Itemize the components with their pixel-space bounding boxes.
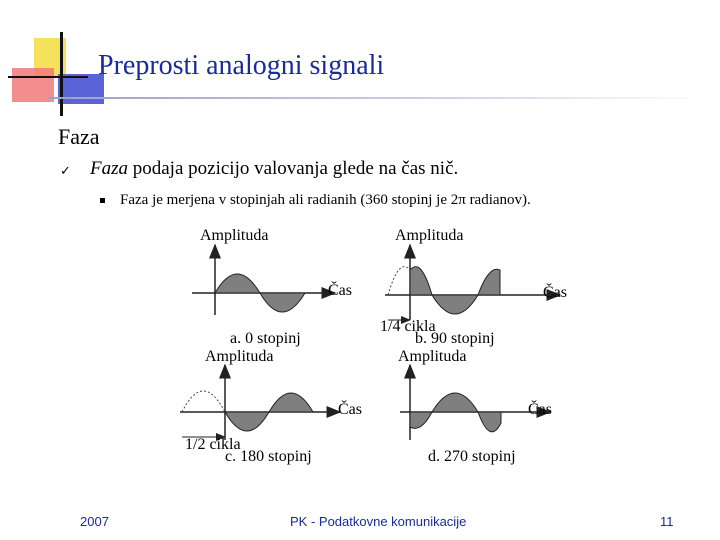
x-axis-label: Čas	[528, 401, 552, 418]
shift-label: 1/4 cikla	[380, 318, 436, 335]
panel-caption: c. 180 stopinj	[225, 448, 312, 465]
shift-label: 1/2 cikla	[185, 436, 241, 453]
panel-caption: b. 90 stopinj	[415, 330, 495, 347]
wave-quarter-tail	[478, 269, 500, 295]
wave-positive-half	[432, 393, 478, 412]
wave-negative-half	[432, 295, 478, 314]
panel-phase-0	[192, 227, 352, 347]
x-axis-label: Čas	[338, 401, 362, 418]
wave-negative-half	[260, 293, 305, 312]
logo-vertical-line	[60, 32, 63, 116]
wave-quarter-negative	[410, 412, 432, 428]
slide-logo	[0, 0, 110, 120]
square-bullet-icon	[100, 198, 105, 203]
panel-phase-270	[398, 348, 552, 465]
y-axis-label: Amplituda	[200, 227, 269, 244]
y-axis-label: Amplituda	[205, 348, 274, 365]
panel-caption: d. 270 stopinj	[428, 448, 516, 465]
panel-phase-90	[380, 227, 567, 347]
wave-negative-half	[225, 412, 269, 431]
checkmark-bullet-icon: ✓	[60, 164, 71, 179]
footer-year: 2007	[80, 514, 109, 529]
bullet-italic-term: Faza	[90, 158, 128, 179]
bullet-level1-text	[90, 158, 458, 180]
title-underline	[48, 97, 708, 99]
wave-positive-half	[215, 274, 260, 293]
dashed-wave-prefix	[182, 391, 225, 412]
panel-phase-180	[180, 348, 362, 465]
y-axis-label: Amplituda	[395, 227, 464, 244]
x-axis-label: Čas	[543, 284, 567, 301]
bullet-level1-body: podaja pozicijo valovanja glede na čas nič.	[128, 158, 459, 179]
wave-quarter-positive	[410, 267, 432, 295]
slide-title: Preprosti analogni signali	[98, 50, 385, 81]
phase-figure	[170, 225, 570, 475]
footer-page-number: 11	[660, 514, 674, 529]
section-heading: Faza	[58, 124, 100, 149]
dashed-wave-prefix	[388, 267, 410, 295]
x-axis-label: Čas	[328, 282, 352, 299]
wave-quarter-tail	[478, 412, 501, 432]
panel-caption: a. 0 stopinj	[230, 330, 301, 347]
bullet-level2-text: Faza je merjena v stopinjah ali radianih (360 stopinj je 2π radianov).	[120, 192, 531, 208]
wave-positive-half	[269, 393, 313, 412]
y-axis-label: Amplituda	[398, 348, 467, 365]
logo-horizontal-line	[8, 76, 88, 78]
footer-course: PK - Podatkovne komunikacije	[290, 514, 467, 529]
